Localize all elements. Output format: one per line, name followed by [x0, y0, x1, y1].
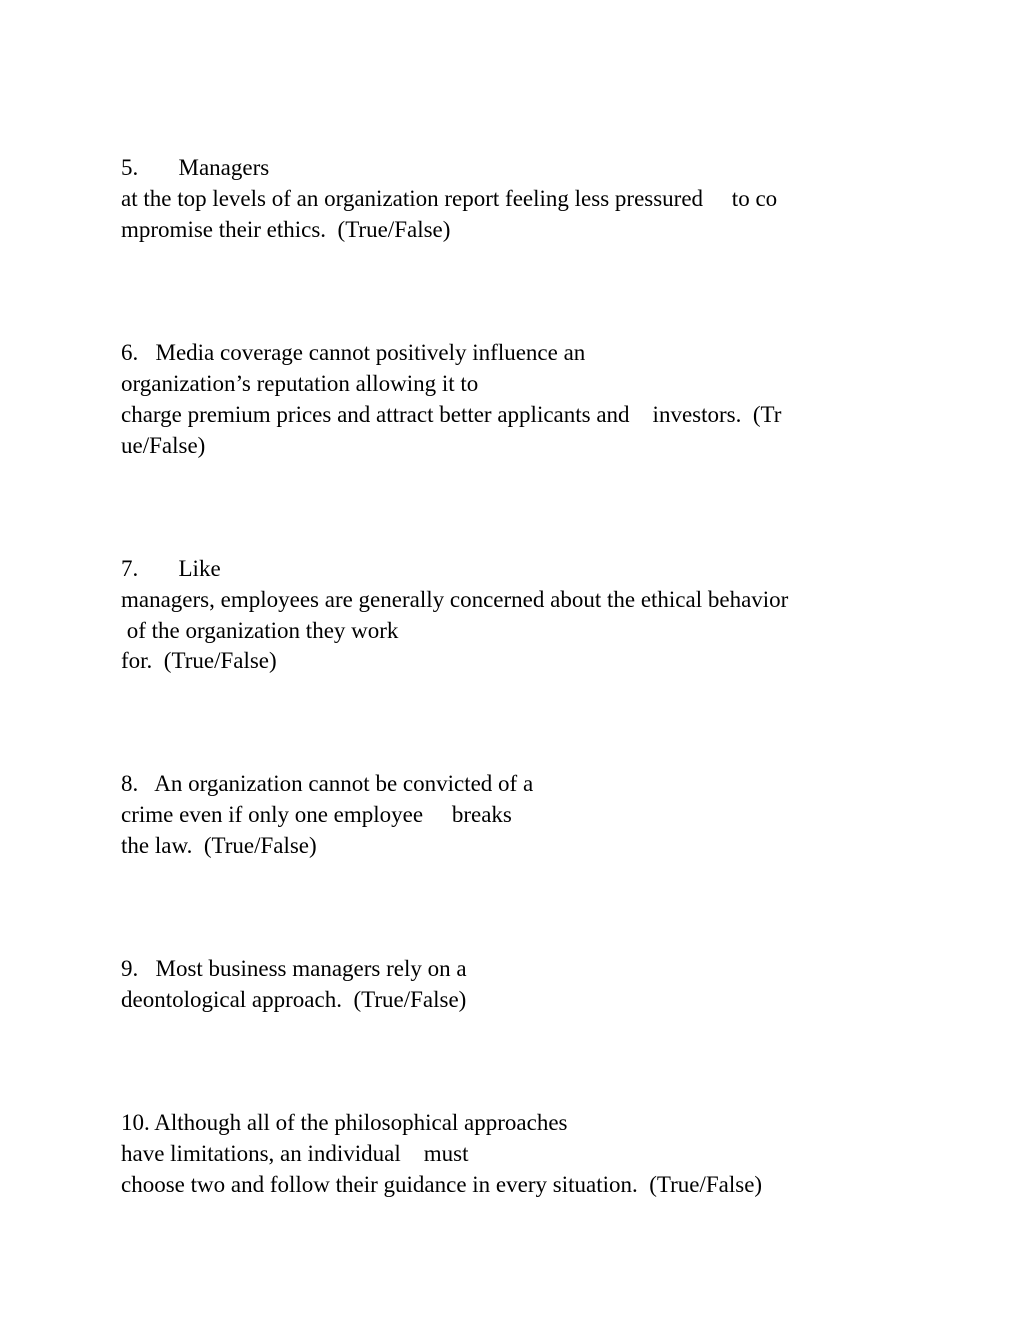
question-7-line-2: managers, employees are generally concerned about the ethical behavior: [121, 587, 789, 612]
question-9-line-2: deontological approach. (True/False): [121, 987, 467, 1012]
question-5-line-2: at the top levels of an organization report feeling less pressured to co: [121, 186, 778, 211]
question-6-line-2: organization’s reputation allowing it to: [121, 371, 479, 396]
question-6-line-1: 6. Media coverage cannot positively influence an: [121, 340, 586, 365]
question-9-line-1: 9. Most business managers rely on a: [121, 956, 467, 981]
question-7-line-3: of the organization they work: [121, 618, 399, 643]
question-7-line-4: for. (True/False): [121, 648, 277, 673]
question-7-line-1: 7. Like: [121, 556, 221, 581]
question-10-line-2: have limitations, an individual must: [121, 1141, 469, 1166]
question-10-line-1: 10. Although all of the philosophical approaches: [121, 1110, 568, 1135]
question-8-line-1: 8. An organization cannot be convicted of a: [121, 771, 534, 796]
question-10-line-3: choose two and follow their guidance in every situation. (True/False): [121, 1172, 763, 1197]
question-6-line-4: ue/False): [121, 433, 206, 458]
question-5-line-1: 5. Managers: [121, 155, 270, 180]
question-6-line-3: charge premium prices and attract better applicants and investors. (Tr: [121, 402, 782, 427]
question-8-line-2: crime even if only one employee breaks: [121, 802, 512, 827]
question-5-line-3: mpromise their ethics. (True/False): [121, 217, 451, 242]
question-8-line-3: the law. (True/False): [121, 833, 317, 858]
